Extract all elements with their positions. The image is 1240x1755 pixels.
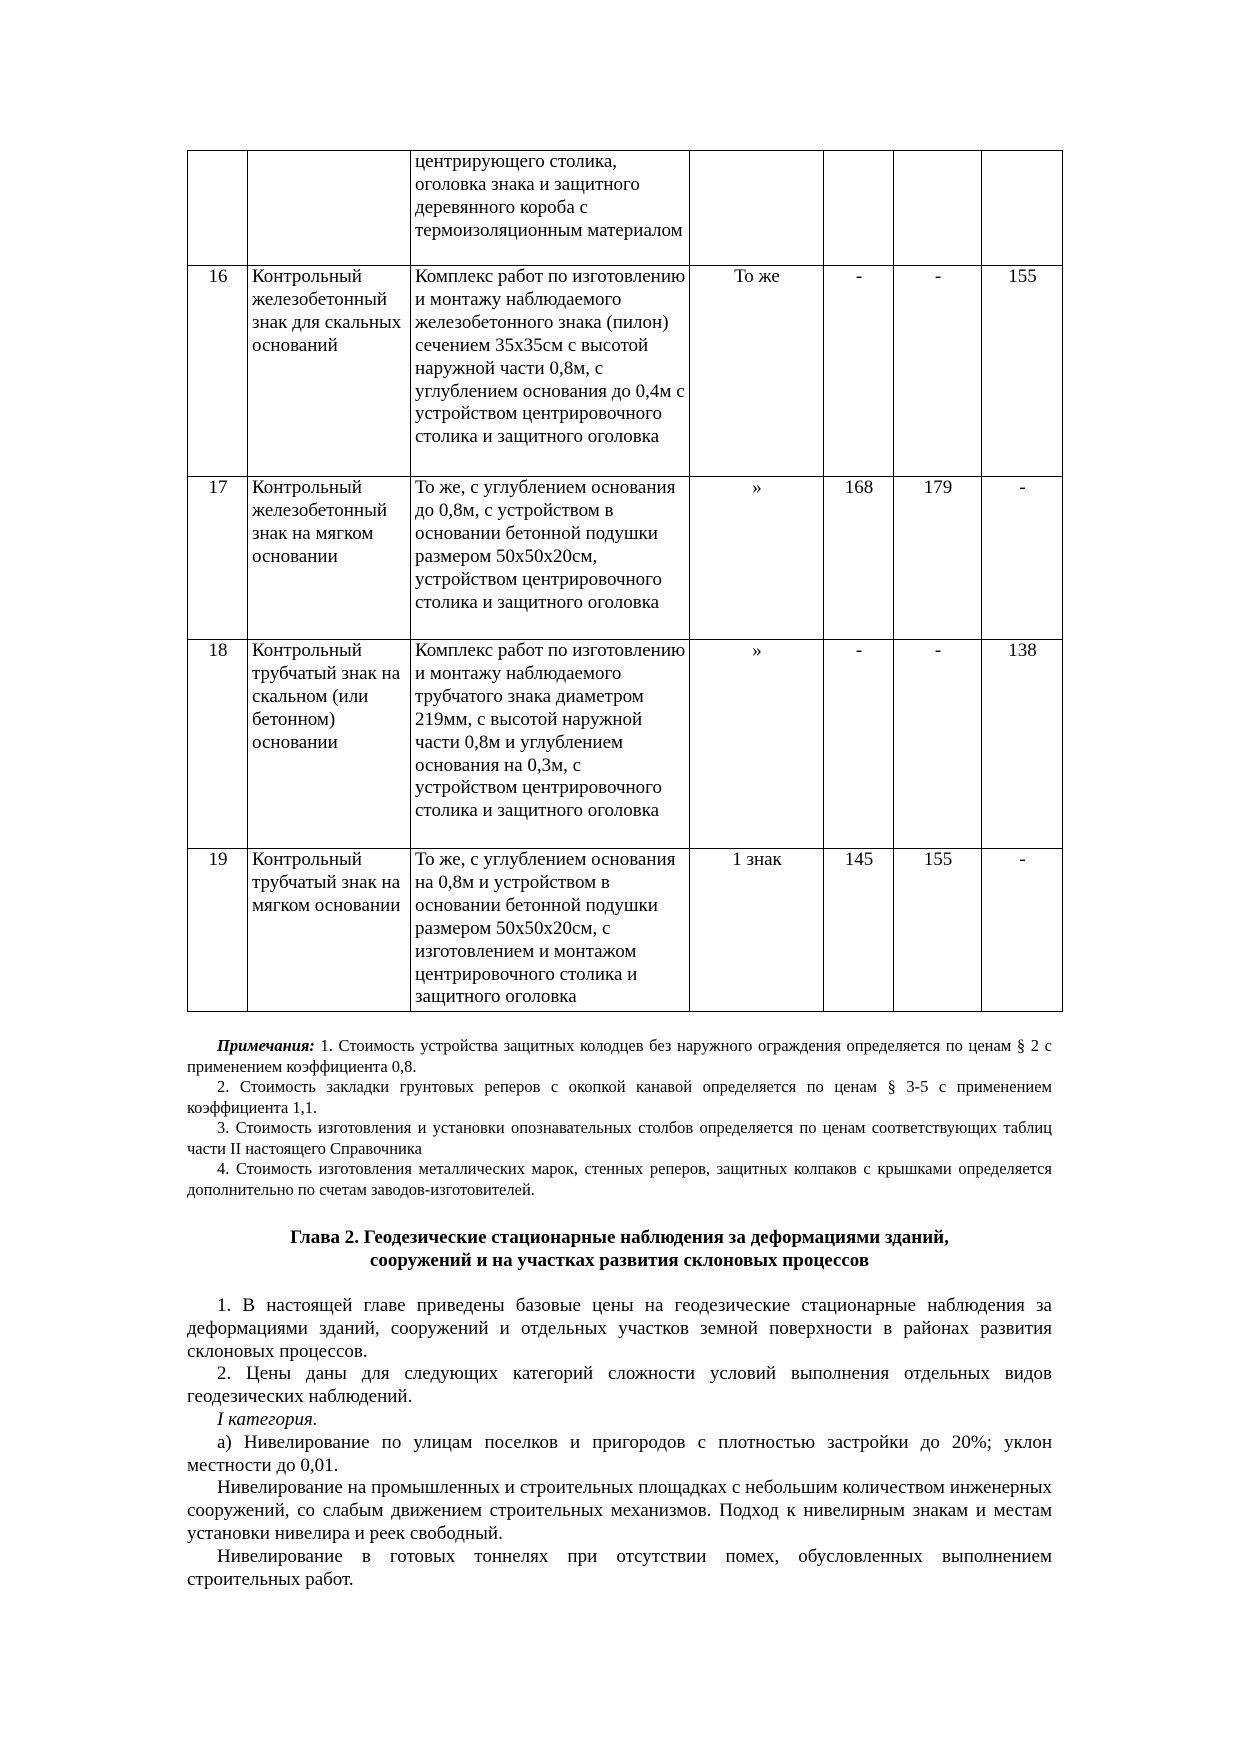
price-cell-1: 168	[824, 477, 894, 640]
price-cell-3: 138	[982, 640, 1063, 849]
work-description: Комплекс работ по изготовлению и монтажу наблюдаемого железобетонного знака (пилон) сечением 35х35см с высотой наружной части 0,8м, с углублением основания до 0,4м с устройством центрировочного столика и защитного оголовка	[411, 266, 690, 477]
price-cell-1: 145	[824, 849, 894, 1012]
price-cell-1	[824, 151, 894, 266]
row-number: 19	[188, 849, 248, 1012]
work-description: центрирующего столика, оголовка знака и защитного деревянного короба с термоизоляционным материалом	[411, 151, 690, 266]
price-cell-1: -	[824, 640, 894, 849]
table-row	[188, 151, 1063, 266]
table-row	[188, 849, 1063, 1012]
work-name: Контрольный железобетонный знак для скальных оснований	[248, 266, 411, 477]
paragraph-1: 1. В настоящей главе приведены базовые цены на геодезические стационарные наблюдения за деформациями зданий, сооружений и отдельных участков земной поверхности в районах развития склоновых процессов.	[187, 1295, 1052, 1362]
note-1-text: 1. Стоимость устройства защитных колодцев без наружного ограждения определяется по ценам § 2 с применением коэффициента 0,8.	[187, 1036, 1052, 1076]
notes-block	[187, 1036, 1052, 1200]
price-cell-2: 179	[894, 477, 982, 640]
chapter-body	[187, 1295, 1052, 1591]
unit-cell: »	[690, 640, 824, 849]
price-cell-3	[982, 151, 1063, 266]
price-cell-3: 155	[982, 266, 1063, 477]
chapter-heading	[187, 1226, 1052, 1272]
unit-cell	[690, 151, 824, 266]
chapter-heading-line-2: сооружений и на участках развития склоновых процессов	[369, 1250, 870, 1271]
table-row	[188, 477, 1063, 640]
work-name: Контрольный трубчатый знак на мягком основании	[248, 849, 411, 1012]
work-name: Контрольный железобетонный знак на мягком основании	[248, 477, 411, 640]
work-description: То же, с углублением основания на 0,8м и устройством в основании бетонной подушки размером 50х50х20см, с изготовлением и монтажом центрировочного столика и защитного оголовка	[411, 849, 690, 1012]
work-name	[248, 151, 411, 266]
note-1	[187, 1036, 1052, 1077]
note-3: 3. Стоимость изготовления и установки опознавательных столбов определяется по ценам соответствующих таблиц части II настоящего Справочника	[187, 1118, 1052, 1158]
price-cell-2: 155	[894, 849, 982, 1012]
price-table	[187, 150, 1063, 1012]
unit-cell: 1 знак	[690, 849, 824, 1012]
work-description: То же, с углублением основания до 0,8м, с устройством в основании бетонной подушки размером 50х50х20см, устройством центрировочного столика и защитного оголовка	[411, 477, 690, 640]
row-number: 16	[188, 266, 248, 477]
table-row	[188, 640, 1063, 849]
price-cell-3: -	[982, 477, 1063, 640]
work-description: Комплекс работ по изготовлению и монтажу наблюдаемого трубчатого знака диаметром 219мм, с высотой наружной части 0,8м и углублением основания на 0,3м, с устройством центрировочного столика и защитного оголовка	[411, 640, 690, 849]
row-number: 17	[188, 477, 248, 640]
price-cell-2	[894, 151, 982, 266]
paragraph-6: Нивелирование в готовых тоннелях при отсутствии помех, обусловленных выполнением строительных работ.	[187, 1545, 1052, 1590]
notes-label: Примечания:	[217, 1036, 315, 1055]
unit-cell: »	[690, 477, 824, 640]
paragraph-5: Нивелирование на промышленных и строительных площадках с небольшим количеством инженерных сооружений, со слабым движением строительных механизмов. Подход к нивелирным знакам и местам установки нивелира и реек свободный.	[187, 1477, 1052, 1544]
row-number: 18	[188, 640, 248, 849]
paragraph-2: 2. Цены даны для следующих категорий сложности условий выполнения отдельных видов геодезических наблюдений.	[187, 1363, 1052, 1408]
price-cell-2: -	[894, 640, 982, 849]
price-cell-3: -	[982, 849, 1063, 1012]
price-cell-1: -	[824, 266, 894, 477]
work-name: Контрольный трубчатый знак на скальном (или бетонном) основании	[248, 640, 411, 849]
category-heading: I категория.	[217, 1408, 318, 1430]
table-row	[188, 266, 1063, 477]
paragraph-4: а) Нивелирование по улицам поселков и пригородов с плотностью застройки до 20%; уклон местности до 0,01.	[187, 1431, 1052, 1476]
note-2: 2. Стоимость закладки грунтовых реперов с окопкой канавой определяется по ценам § 3-5 с применением коэффициента 1,1.	[187, 1077, 1052, 1117]
unit-cell: То же	[690, 266, 824, 477]
note-4: 4. Стоимость изготовления металлических марок, стенных реперов, защитных колпаков с крышками определяется дополнительно по счетам заводов-изготовителей.	[187, 1159, 1052, 1199]
row-number	[188, 151, 248, 266]
chapter-heading-line-1: Глава 2. Геодезические стационарные наблюдения за деформациями зданий,	[290, 1227, 949, 1248]
price-cell-2: -	[894, 266, 982, 477]
